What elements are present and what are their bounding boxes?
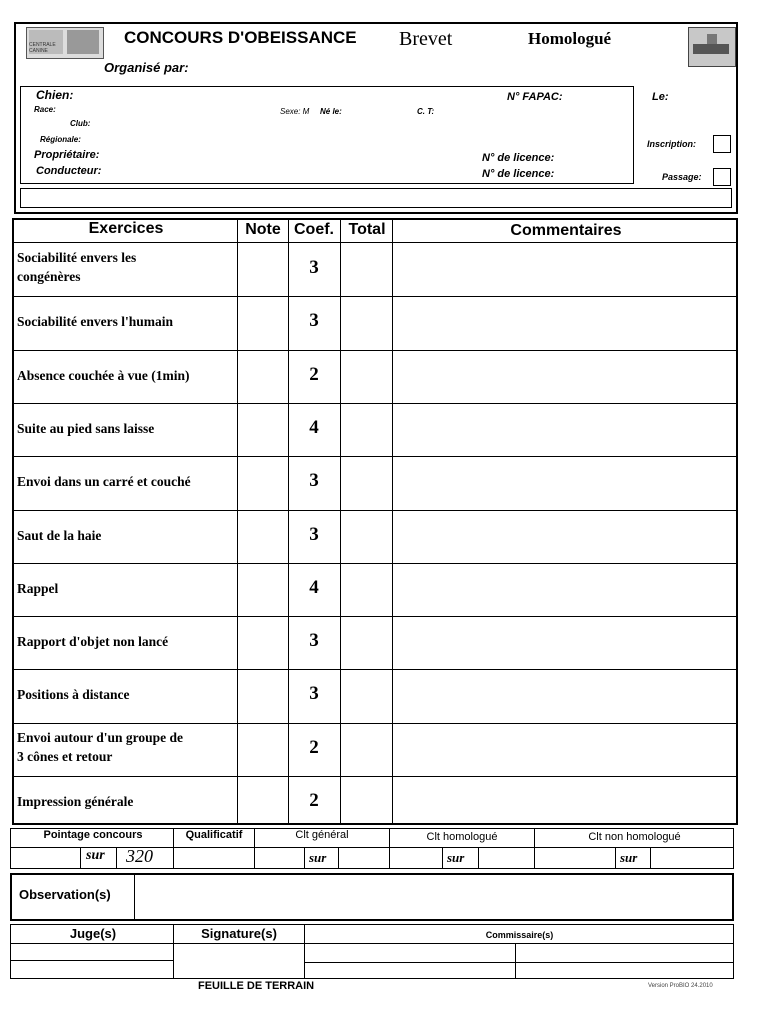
note-cell[interactable] <box>239 403 288 456</box>
exercise-label <box>17 632 241 651</box>
exercise-label-line-1: Rappel <box>17 581 59 596</box>
summary-divider <box>10 847 734 848</box>
header-bottom-field[interactable] <box>20 188 732 208</box>
clt-non-homologue-label: Clt non homologué <box>588 831 681 843</box>
passage-label: Passage: <box>662 172 702 182</box>
exercise-label <box>17 792 241 811</box>
logo-text: CENTRALE CANINE <box>29 42 56 54</box>
clt-homologue-label: Clt homologué <box>426 831 498 843</box>
licence-label-1: N° de licence: <box>482 152 555 164</box>
commentaire-cell[interactable] <box>394 403 736 456</box>
coef-cell: 3 <box>309 470 319 491</box>
note-cell[interactable] <box>239 616 288 669</box>
club-label: Club: <box>70 119 91 128</box>
summary-sub-4 <box>338 847 339 869</box>
commentaire-cell[interactable] <box>394 723 736 776</box>
sig-row-1 <box>10 943 734 944</box>
table-row <box>12 243 738 296</box>
coef-cell: 3 <box>309 683 319 704</box>
summary-sub-5 <box>442 847 443 869</box>
signature-label: Signature(s) <box>201 926 277 941</box>
exercise-label-line-1: Saut de la haie <box>17 528 102 543</box>
exercise-label <box>17 472 241 491</box>
commentaire-cell[interactable] <box>394 510 736 563</box>
note-cell[interactable] <box>239 243 288 296</box>
commentaire-cell[interactable] <box>394 350 736 403</box>
total-cell[interactable] <box>342 669 392 722</box>
proprietaire-label: Propriétaire: <box>34 149 100 161</box>
summary-sub-3 <box>304 847 305 869</box>
coef-cell: 2 <box>309 790 319 811</box>
organise-label: Organisé par: <box>104 60 189 75</box>
table-row <box>12 723 738 776</box>
table-row <box>12 510 738 563</box>
header-coef: Coef. <box>294 221 334 238</box>
total-cell[interactable] <box>342 456 392 509</box>
sig-row-2-right <box>304 962 734 963</box>
version-label: Version ProBIO 24.2010 <box>648 983 713 989</box>
exercise-label <box>17 248 241 286</box>
summary-sub-6 <box>478 847 479 869</box>
observation-divider <box>134 873 135 921</box>
footer-title: FEUILLE DE TERRAIN <box>198 980 315 992</box>
summary-sub-1 <box>80 847 81 869</box>
homologue-label: Homologué <box>528 29 612 48</box>
page-title: CONCOURS D'OBEISSANCE <box>124 28 357 47</box>
table-row <box>12 350 738 403</box>
juges-label: Juge(s) <box>69 926 117 941</box>
header-total: Total <box>348 221 386 238</box>
pointage-label: Pointage concours <box>43 829 143 841</box>
clt-general-sur: sur <box>309 850 327 865</box>
note-cell[interactable] <box>239 296 288 349</box>
exercise-label-line-2: 3 cônes et retour <box>17 749 113 764</box>
coef-cell: 3 <box>309 257 319 278</box>
commentaire-cell[interactable] <box>394 296 736 349</box>
logo-emblem-icon-2 <box>67 30 99 54</box>
exercise-label <box>17 419 241 438</box>
note-cell[interactable] <box>239 563 288 616</box>
nele-label: Né le: <box>320 107 342 116</box>
clt-general-label: Clt général <box>295 829 349 841</box>
conducteur-label: Conducteur: <box>36 165 102 177</box>
exercise-label-line-2: congénères <box>17 269 81 284</box>
note-cell[interactable] <box>239 456 288 509</box>
summary-sub-2 <box>116 847 117 869</box>
licence-label-2: N° de licence: <box>482 168 555 180</box>
exercise-label <box>17 312 241 331</box>
sig-row-2-left <box>10 960 173 961</box>
page-subtitle: Brevet <box>399 28 453 50</box>
observation-label: Observation(s) <box>19 887 111 902</box>
exercise-label <box>17 728 241 766</box>
commentaire-cell[interactable] <box>394 616 736 669</box>
header-commentaires: Commentaires <box>510 222 622 239</box>
race-label: Race: <box>34 105 56 114</box>
exercise-label-line-1: Sociabilité envers l'humain <box>17 314 174 329</box>
exercise-label <box>17 685 241 704</box>
coef-cell: 3 <box>309 524 319 545</box>
centrale-canine-logo <box>26 27 104 59</box>
total-cell[interactable] <box>342 403 392 456</box>
table-row <box>12 296 738 349</box>
commentaire-cell[interactable] <box>394 563 736 616</box>
table-row <box>12 616 738 669</box>
coef-cell: 3 <box>309 310 319 331</box>
exercise-label-line-1: Absence couchée à vue (1min) <box>17 368 190 383</box>
total-cell[interactable] <box>342 243 392 296</box>
qualificatif-label: Qualificatif <box>185 829 243 841</box>
inscription-checkbox[interactable] <box>713 135 731 153</box>
observation-field[interactable] <box>136 875 732 919</box>
fapac-label: N° FAPAC: <box>507 91 563 103</box>
note-cell[interactable] <box>239 723 288 776</box>
commentaire-cell[interactable] <box>394 243 736 296</box>
exercise-label-line-1: Impression générale <box>17 794 134 809</box>
exercise-label-line-1: Positions à distance <box>17 687 130 702</box>
commentaire-cell[interactable] <box>394 669 736 722</box>
note-cell[interactable] <box>239 510 288 563</box>
table-row <box>12 563 738 616</box>
header-exercices: Exercices <box>88 220 164 237</box>
clt-homologue-sur: sur <box>447 850 465 865</box>
total-cell[interactable] <box>342 776 392 829</box>
inscription-label: Inscription: <box>647 139 696 149</box>
table-row <box>12 776 738 829</box>
total-cell[interactable] <box>342 510 392 563</box>
total-cell[interactable] <box>342 563 392 616</box>
exercise-label <box>17 526 241 545</box>
note-cell[interactable] <box>239 350 288 403</box>
exercise-label-line-1: Rapport d'objet non lancé <box>17 634 169 649</box>
commentaire-cell[interactable] <box>394 776 736 829</box>
commissaires-label: Commissaire(s) <box>485 930 554 940</box>
coef-cell: 2 <box>309 737 319 758</box>
coef-cell: 4 <box>309 417 319 438</box>
note-cell[interactable] <box>239 669 288 722</box>
date-label: Le: <box>652 91 669 103</box>
coef-cell: 4 <box>309 577 319 598</box>
chien-label: Chien: <box>36 88 74 102</box>
dog-photo-icon <box>688 27 736 67</box>
passage-checkbox[interactable] <box>713 168 731 186</box>
header-note: Note <box>245 221 281 238</box>
sexe-label: Sexe: M <box>280 107 310 116</box>
clt-non-homologue-sur: sur <box>620 850 638 865</box>
table-row <box>12 456 738 509</box>
total-cell[interactable] <box>342 350 392 403</box>
exercise-label-line-1: Envoi dans un carré et couché <box>17 474 191 489</box>
note-cell[interactable] <box>239 776 288 829</box>
pointage-max: 320 <box>126 846 153 866</box>
total-cell[interactable] <box>342 723 392 776</box>
total-cell[interactable] <box>342 296 392 349</box>
table-row <box>12 403 738 456</box>
exercise-label-line-1: Sociabilité envers les <box>17 250 137 265</box>
exercise-label-line-1: Suite au pied sans laisse <box>17 421 155 436</box>
table-row <box>12 669 738 722</box>
coef-cell: 3 <box>309 630 319 651</box>
pointage-sur: sur <box>86 848 105 863</box>
exercise-label <box>17 366 241 385</box>
coef-cell: 2 <box>309 364 319 385</box>
summary-sub-7 <box>615 847 616 869</box>
commentaire-cell[interactable] <box>394 456 736 509</box>
total-cell[interactable] <box>342 616 392 669</box>
exercise-label-line-1: Envoi autour d'un groupe de <box>17 730 184 745</box>
summary-sub-8 <box>650 847 651 869</box>
ct-label: C. T: <box>417 107 435 116</box>
exercise-label <box>17 579 241 598</box>
regionale-label: Régionale: <box>40 135 81 144</box>
